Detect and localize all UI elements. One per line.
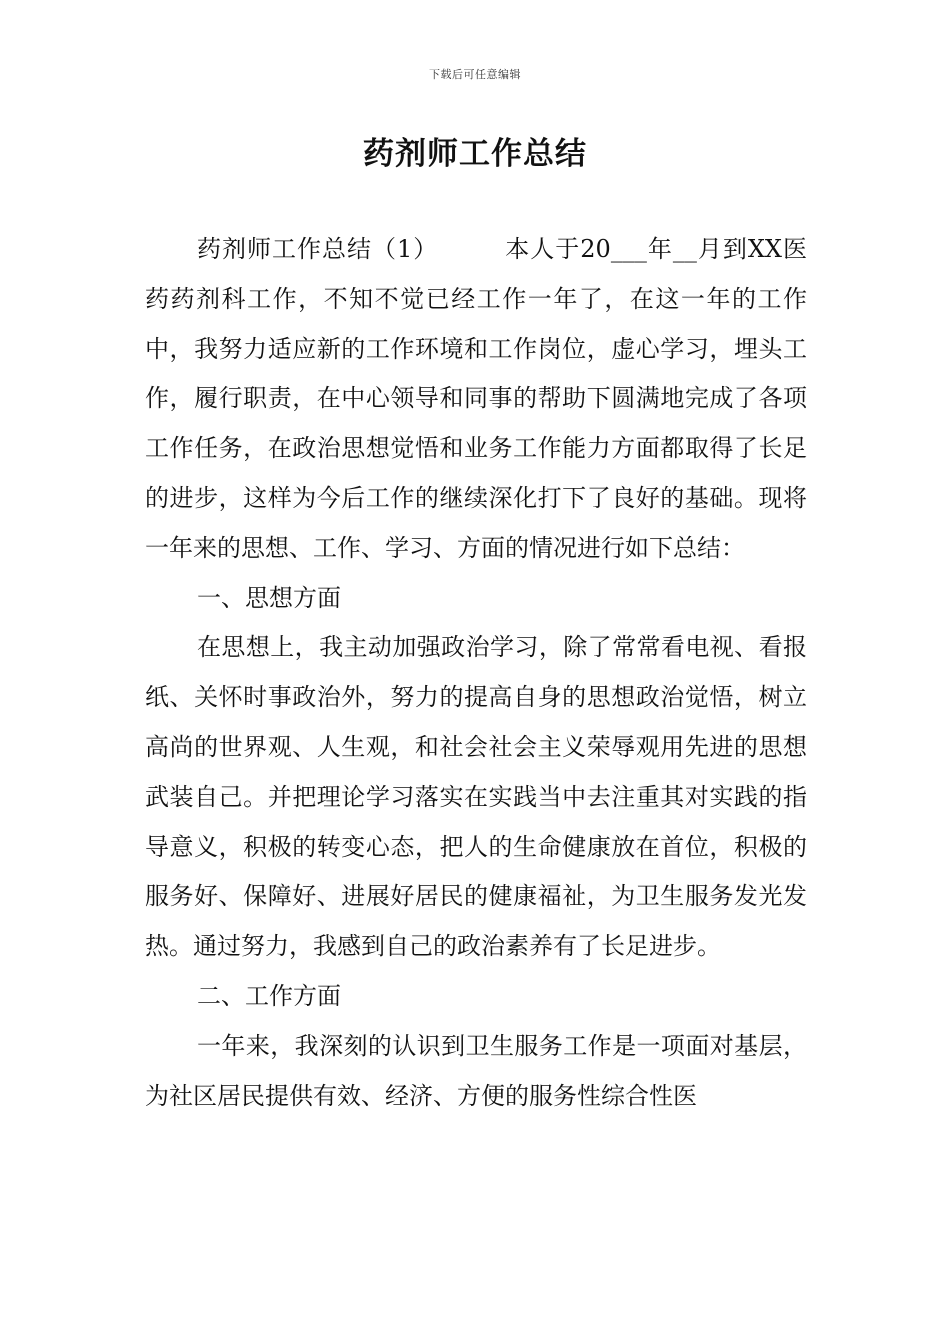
document-title: 药剂师工作总结 — [363, 136, 587, 172]
header-note: 下载后可任意编辑 — [429, 68, 521, 81]
intro-lead: 药剂师工作总结（1） — [197, 235, 439, 263]
intro-body: 本人于20___年__月到XX医药药剂科工作，不知不觉已经工作一年了，在这一年的工作中，我努力适应新的工作环境和工作岗位，虚心学习，埋头工作，履行职责，在中心领导和同事的帮助下圆满地完成了各项工作任务，在政治思想觉悟和业务工作能力方面都取得了长足的进步，这样为今后工作的继续深化打下了良好的基础。现将一年来的思想、工作、学习、方面的情况进行如下总结： — [145, 235, 807, 562]
section-body-thought: 在思想上，我主动加强政治学习，除了常常看电视、看报纸、关怀时事政治外，努力的提高自身的思想政治觉悟，树立高尚的世界观、人生观，和社会社会主义荣辱观用先进的思想武装自己。并把理论学习落实在实践当中去注重其对实践的指导意义，积极的转变心态，把人的生命健康放在首位，积极的服务好、保障好、进展好居民的健康福祉，为卫生服务发光发热。通过努力，我感到自己的政治素养有了长足进步。 — [145, 633, 807, 961]
section-heading-thought: 一、思想方面 — [197, 583, 341, 612]
document-body — [145, 225, 807, 1121]
section-heading-work: 二、工作方面 — [197, 981, 341, 1010]
intro-paragraph — [145, 225, 807, 574]
section-body-work: 一年来，我深刻的认识到卫生服务工作是一项面对基层，为社区居民提供有效、经济、方便的服务性综合性医 — [145, 1031, 807, 1110]
